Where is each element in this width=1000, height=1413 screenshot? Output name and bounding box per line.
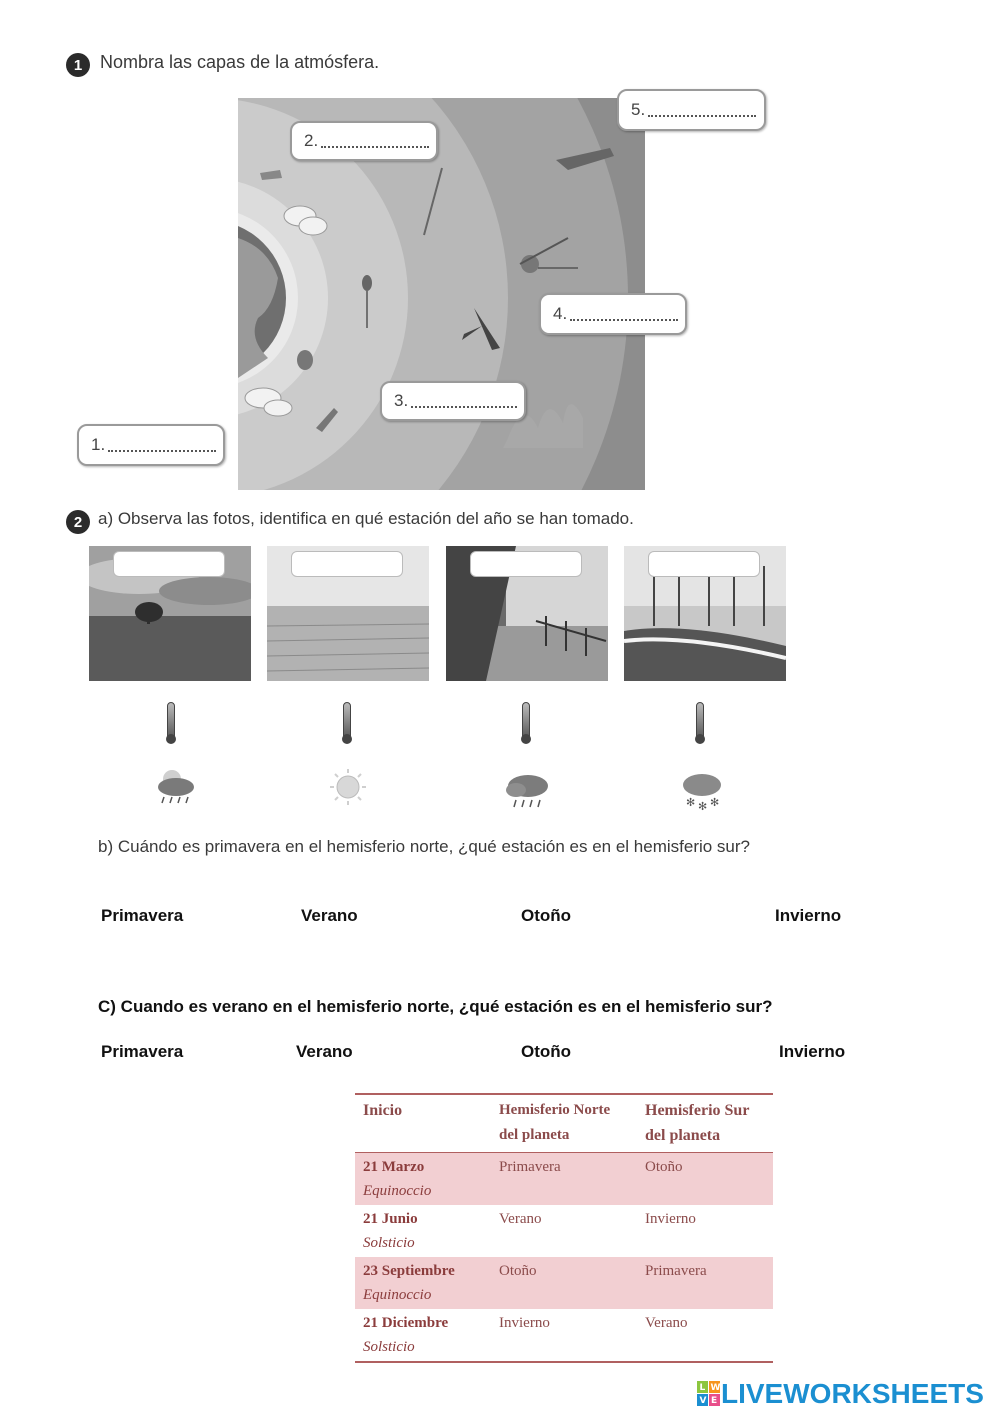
south-season-cell: Primavera bbox=[637, 1257, 773, 1309]
option-otono[interactable]: Otoño bbox=[521, 1042, 572, 1061]
atmosphere-label-number: 5. bbox=[631, 100, 646, 119]
svg-text:✻: ✻ bbox=[698, 800, 708, 813]
south-season-cell: Verano bbox=[637, 1309, 773, 1362]
badge-letter: L bbox=[699, 1383, 706, 1393]
atmosphere-label-number: 1. bbox=[91, 435, 106, 454]
liveworksheets-wordmark: LIVEWORKSHEETS bbox=[721, 1378, 984, 1409]
date-cell: 21 Diciembre bbox=[363, 1315, 449, 1331]
header-sur: Hemisferio Sur del planeta bbox=[637, 1094, 773, 1153]
question-1-text: Nombra las capas de la atmósfera. bbox=[100, 52, 380, 72]
atmosphere-label-number: 4. bbox=[553, 304, 568, 323]
question-2c-text: C) Cuando es verano en el hemisferio norte, ¿qué estación es en el hemisferio sur? bbox=[98, 997, 773, 1016]
atmosphere-label-4[interactable] bbox=[539, 293, 687, 335]
option-invierno[interactable]: Invierno bbox=[775, 906, 842, 925]
season-photo-3 bbox=[446, 546, 608, 681]
header-inicio: Inicio bbox=[355, 1094, 491, 1153]
option-otono[interactable]: Otoño bbox=[521, 906, 572, 925]
south-season-cell: Invierno bbox=[645, 1211, 696, 1227]
table-row bbox=[355, 1309, 773, 1362]
event-cell: Solsticio bbox=[363, 1339, 415, 1355]
season-answer-box-3[interactable] bbox=[470, 551, 582, 577]
option-verano[interactable]: Verano bbox=[296, 1042, 353, 1061]
season-photo-4 bbox=[624, 546, 786, 681]
seasons-table bbox=[355, 1093, 773, 1363]
atmosphere-label-1[interactable] bbox=[77, 424, 225, 466]
season-answer-box-2[interactable] bbox=[291, 551, 403, 577]
cloud-rain-icon bbox=[502, 770, 550, 814]
thermometer-icon bbox=[696, 702, 704, 740]
table-row bbox=[355, 1153, 773, 1206]
event-cell: Equinoccio bbox=[363, 1183, 432, 1199]
sun-icon bbox=[328, 767, 368, 807]
thermometer-icon bbox=[343, 702, 351, 740]
north-season-cell: Otoño bbox=[491, 1257, 637, 1309]
liveworksheets-badge-icon bbox=[697, 1381, 721, 1407]
season-answer-box-1[interactable] bbox=[113, 551, 225, 577]
table-row bbox=[355, 1205, 773, 1257]
thermometer-icon bbox=[167, 702, 175, 740]
atmosphere-label-number: 2. bbox=[304, 131, 319, 150]
option-invierno[interactable]: Invierno bbox=[779, 1042, 846, 1061]
season-photo-1 bbox=[89, 546, 251, 681]
north-season-cell: Primavera bbox=[491, 1153, 637, 1206]
atmosphere-label-5[interactable] bbox=[617, 89, 766, 131]
north-season-cell: Invierno bbox=[491, 1309, 637, 1362]
question-number-1: 1 bbox=[66, 53, 90, 77]
header-norte: Hemisferio Norte del planeta bbox=[491, 1094, 637, 1153]
date-cell: 21 Junio bbox=[363, 1211, 418, 1227]
option-verano[interactable]: Verano bbox=[301, 906, 358, 925]
badge-letter: W bbox=[710, 1383, 721, 1393]
option-primavera[interactable]: Primavera bbox=[101, 906, 184, 925]
option-primavera[interactable]: Primavera bbox=[101, 1042, 184, 1061]
sun-cloud-rain-icon bbox=[152, 765, 198, 809]
season-answer-box-4[interactable] bbox=[648, 551, 760, 577]
date-cell: 23 Septiembre bbox=[363, 1263, 455, 1279]
event-cell: Solsticio bbox=[363, 1235, 415, 1251]
svg-text:✻: ✻ bbox=[710, 796, 720, 809]
question-2b-text: b) Cuándo es primavera en el hemisferio norte, ¿qué estación es en el hemisferio sur? bbox=[98, 837, 751, 856]
atmosphere-label-2[interactable] bbox=[290, 121, 438, 161]
question-2a-text: a) Observa las fotos, identifica en qué estación del año se han tomado. bbox=[98, 509, 634, 528]
date-cell: 21 Marzo bbox=[363, 1159, 425, 1175]
event-cell: Equinoccio bbox=[363, 1287, 432, 1303]
table-header-row bbox=[355, 1094, 773, 1153]
season-photo-2 bbox=[267, 546, 429, 681]
badge-letter: E bbox=[711, 1396, 718, 1406]
north-season-cell: Verano bbox=[499, 1211, 542, 1227]
cloud-snow-icon bbox=[678, 770, 726, 814]
south-season-cell: Otoño bbox=[637, 1153, 773, 1206]
badge-letter: V bbox=[699, 1396, 707, 1406]
atmosphere-label-number: 3. bbox=[394, 391, 409, 410]
question-number-2: 2 bbox=[66, 510, 90, 534]
table-row bbox=[355, 1257, 773, 1309]
atmosphere-label-3[interactable] bbox=[380, 381, 526, 421]
liveworksheets-logo bbox=[697, 1378, 984, 1410]
thermometer-icon bbox=[522, 702, 530, 740]
svg-text:✻: ✻ bbox=[686, 796, 696, 809]
